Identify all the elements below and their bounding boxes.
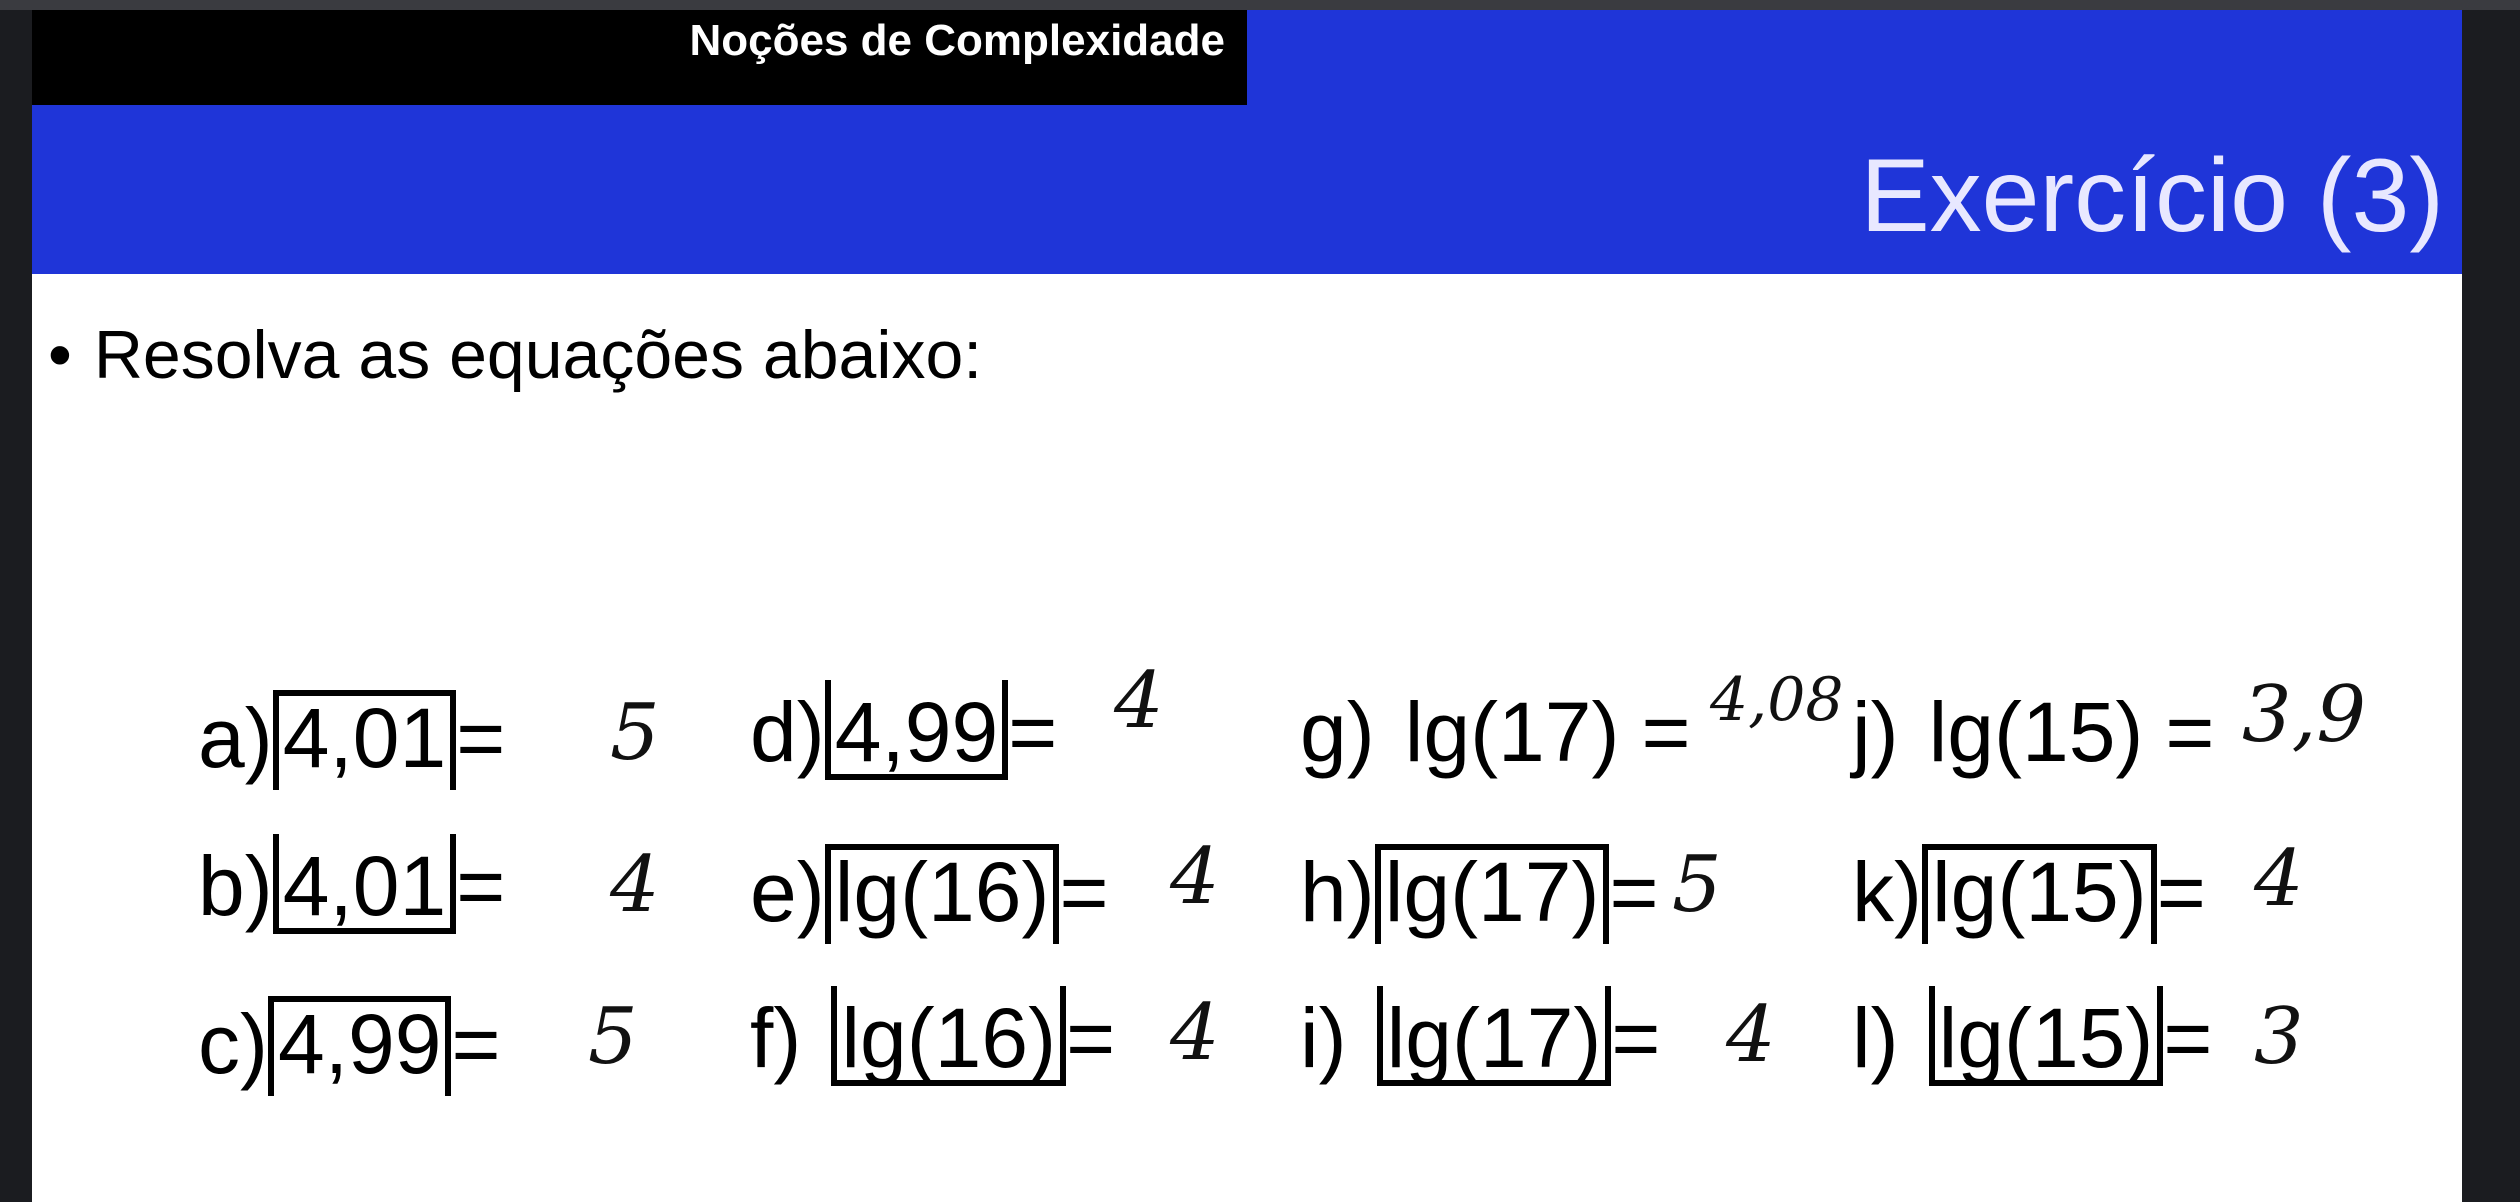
exercise-c	[198, 996, 501, 1091]
equals-sign: =	[2165, 685, 2215, 779]
exercise-b	[198, 839, 506, 934]
instruction-text: Resolva as equações abaixo:	[93, 317, 983, 393]
equals-sign: =	[1641, 685, 1691, 779]
exercise-label: e)	[750, 845, 825, 939]
instruction	[48, 316, 982, 394]
slide-title: Exercício (3)	[1860, 138, 2444, 254]
exercise-e	[750, 844, 1109, 939]
exercise-expression: lg(17)	[1404, 685, 1620, 779]
equals-sign: =	[2163, 991, 2213, 1085]
exercise-expression: lg(15)	[1931, 845, 2147, 939]
exercise-label: f)	[750, 991, 802, 1085]
handwritten-answer-j: 3,9	[2242, 670, 2367, 760]
equals-sign: =	[1008, 685, 1058, 779]
equals-sign: =	[1066, 991, 1116, 1085]
header-course-box	[32, 10, 1247, 105]
exercise-expression: 4,99	[277, 997, 442, 1091]
exercise-f	[750, 991, 1116, 1086]
handwritten-answer-k: 4	[2254, 834, 2304, 924]
equals-sign: =	[1609, 845, 1659, 939]
exercise-expression: lg(17)	[1384, 845, 1600, 939]
handwritten-answer-d: 4	[1114, 656, 1164, 746]
handwritten-answer-f: 4	[1170, 988, 1220, 1078]
equals-sign: =	[451, 997, 501, 1091]
exercise-label: d)	[750, 685, 825, 779]
ceiling-bracket	[825, 844, 1060, 939]
handwritten-answer-l: 3	[2254, 992, 2304, 1082]
ceiling-bracket	[273, 690, 457, 785]
exercise-expression: 4,01	[282, 691, 447, 785]
exercise-d	[750, 685, 1058, 780]
floor-bracket	[273, 839, 457, 934]
exercise-expression: lg(17)	[1386, 991, 1602, 1085]
handwritten-answer-e: 4	[1170, 832, 1220, 922]
exercise-a	[198, 690, 506, 785]
exercise-j	[1852, 685, 2215, 779]
exercise-label: k)	[1852, 845, 1922, 939]
handwritten-answer-a: 5	[610, 688, 660, 778]
exercise-h	[1300, 844, 1659, 939]
equals-sign: =	[456, 839, 506, 933]
floor-bracket	[831, 991, 1066, 1086]
equals-sign: =	[1611, 991, 1661, 1085]
window-top-edge	[0, 0, 2520, 10]
handwritten-answer-i: 4	[1726, 990, 1776, 1080]
exercise-k	[1852, 844, 2206, 939]
exercise-label: j)	[1852, 685, 1899, 779]
equals-sign: =	[2156, 845, 2206, 939]
floor-bracket	[1377, 991, 1612, 1086]
floor-bracket	[825, 685, 1009, 780]
exercise-i	[1300, 991, 1661, 1086]
handwritten-answer-b: 4	[610, 840, 660, 930]
course-title: Noções de Complexidade	[689, 16, 1225, 65]
exercise-expression: 4,99	[834, 685, 999, 779]
handwritten-answer-h: 5	[1672, 840, 1722, 930]
bullet-icon: •	[48, 317, 72, 393]
exercise-label: c)	[198, 997, 268, 1091]
equals-sign: =	[1059, 845, 1109, 939]
exercise-l	[1852, 991, 2213, 1086]
ceiling-bracket	[1375, 844, 1610, 939]
exercise-expression: lg(16)	[834, 845, 1050, 939]
exercise-expression: lg(15)	[1928, 685, 2144, 779]
equals-sign: =	[456, 691, 506, 785]
floor-bracket	[1929, 991, 2164, 1086]
exercise-label: h)	[1300, 845, 1375, 939]
handwritten-answer-g: 4,08	[1710, 665, 1844, 735]
exercise-g	[1300, 685, 1691, 779]
exercise-label: i)	[1300, 991, 1347, 1085]
exercise-expression: lg(15)	[1938, 991, 2154, 1085]
slide	[32, 10, 2462, 1202]
exercise-expression: lg(16)	[841, 991, 1057, 1085]
exercise-label: b)	[198, 839, 273, 933]
exercise-label: l)	[1852, 991, 1899, 1085]
ceiling-bracket	[1922, 844, 2157, 939]
exercise-label: g)	[1300, 685, 1375, 779]
ceiling-bracket	[268, 996, 452, 1091]
exercise-label: a)	[198, 691, 273, 785]
handwritten-answer-c: 5	[588, 992, 638, 1082]
exercise-expression: 4,01	[282, 839, 447, 933]
